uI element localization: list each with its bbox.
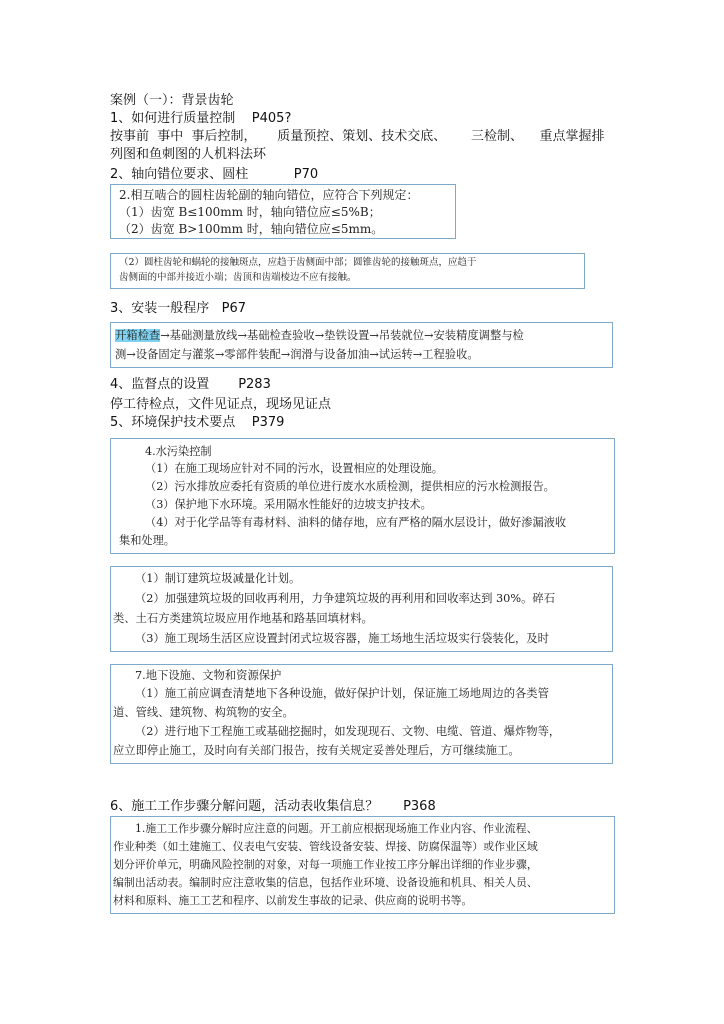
answer-1-line-1: 按事前 事中 事后控制， 质量预控、策划、技术交底、 三检制、 重点掌握排: [110, 129, 605, 144]
excerpt-line: 应立即停止施工，及时向有关部门报告，按有关规定妥善处理后，方可继续施工。: [113, 744, 520, 757]
question-2: 2、轴向错位要求、圆柱 P70: [110, 167, 319, 182]
excerpt-line: 测→设备固定与灌浆→零部件装配→润滑与设备加油→试运转→工程验收。: [115, 348, 479, 361]
excerpt-line: 7.地下设施、文物和资源保护: [135, 669, 282, 682]
excerpt-water-pollution: [110, 438, 615, 554]
excerpt-line: （2）加强建筑垃圾的回收再利用，力争建筑垃圾的再利用和回收率达到 30%。碎石: [135, 592, 555, 605]
excerpt-line: 类、土石方类建筑垃圾应用作地基和路基回填材料。: [113, 612, 373, 625]
excerpt-gear-axial-offset: [110, 184, 456, 239]
excerpt-line: （2）齿宽 B>100mm 时，轴向错位应≤5mm。: [119, 222, 384, 236]
excerpt-construction-waste: [110, 566, 613, 652]
excerpt-line: 集和处理。: [119, 534, 175, 547]
excerpt-underground-facilities: [110, 664, 613, 764]
excerpt-line: （1）制订建筑垃圾减量化计划。: [135, 572, 301, 585]
excerpt-line: 划分评价单元，明确风险控制的对象，对每一项施工作业按工序分解出详细的作业步骤，: [113, 858, 538, 871]
excerpt-line: （2）进行地下工程施工或基础挖掘时，如发现现石、文物、电缆、管道、爆炸物等，: [135, 725, 561, 738]
excerpt-line: （1）施工前应调查清楚地下各种设施，做好保护计划，保证施工场地周边的各类管: [135, 687, 549, 700]
excerpt-line: 2.相互啮合的圆柱齿轮副的轴向错位，应符合下列规定：: [119, 188, 419, 202]
answer-4: 停工待检点，文件见证点，现场见证点: [110, 397, 332, 412]
question-4: 4、监督点的设置 P283: [110, 377, 271, 392]
excerpt-line: （1）在施工现场应针对不同的污水，设置相应的处理设施。: [145, 462, 443, 475]
excerpt-line: （1）齿宽 B≤100mm 时，轴向错位应≤5%B；: [119, 205, 381, 219]
question-1: 1、如何进行质量控制 P405?: [110, 111, 292, 126]
excerpt-line: [115, 328, 524, 344]
excerpt-line: 1.施工工作步骤分解时应注意的问题。开工前应根据现场施工作业内容、作业流程、: [135, 822, 538, 835]
excerpt-line: 材料和原料、施工工艺和程序、以前发生事故的记录、供应商的说明书等。: [113, 894, 473, 907]
excerpt-line: （2）污水排放应委托有资质的单位进行废水水质检测，提供相应的污水检测报告。: [145, 480, 555, 493]
excerpt-line: 编制出活动表。编制时应注意收集的信息，包括作业环境、设备设施和机具、相关人员、: [113, 876, 538, 889]
excerpt-line: 4.水污染控制: [145, 445, 212, 458]
question-3: 3、安装一般程序 P67: [110, 301, 247, 316]
excerpt-line: 作业种类（如土建施工、仪表电气安装、管线设备安装、焊接、防腐保温等）或作业区域: [113, 840, 538, 853]
excerpt-work-step-breakdown: [110, 816, 615, 914]
excerpt-line: （3）保护地下水环境。采用隔水性能好的边坡支护技术。: [145, 498, 432, 511]
excerpt-gear-contact-spot: [110, 253, 585, 289]
answer-1-line-2: 列图和鱼刺图的人机料法环: [110, 147, 267, 162]
excerpt-line: 道、管线、建筑物、构筑物的安全。: [113, 706, 294, 719]
excerpt-line: （4）对于化学品等有毒材料、油料的储存地，应有严格的隔水层设计，做好渗漏液收: [145, 516, 567, 529]
highlighted-text: 开箱检查: [115, 329, 161, 342]
excerpt-line: （3）施工现场生活区应设置封闭式垃圾容器，施工场地生活垃圾实行袋装化，及时: [135, 632, 549, 645]
excerpt-line: 齿侧面的中部并接近小端；齿顶和齿端棱边不应有接触。: [119, 272, 357, 283]
question-6: 6、施工工作步骤分解问题，活动表收集信息？ P368: [110, 799, 436, 814]
question-5: 5、环境保护技术要点 P379: [110, 415, 285, 430]
excerpt-line-rest: →基础测量放线→基础检查验收→垫铁设置→吊装就位→安装精度调整与检: [160, 329, 524, 342]
excerpt-line: （2）圆柱齿轮和蜗轮的接触斑点，应趋于齿侧面中部；圆锥齿轮的接触斑点，应趋于: [119, 257, 477, 268]
excerpt-installation-procedure: [110, 322, 613, 368]
case-title: 案例（一）：背景齿轮: [110, 93, 234, 108]
